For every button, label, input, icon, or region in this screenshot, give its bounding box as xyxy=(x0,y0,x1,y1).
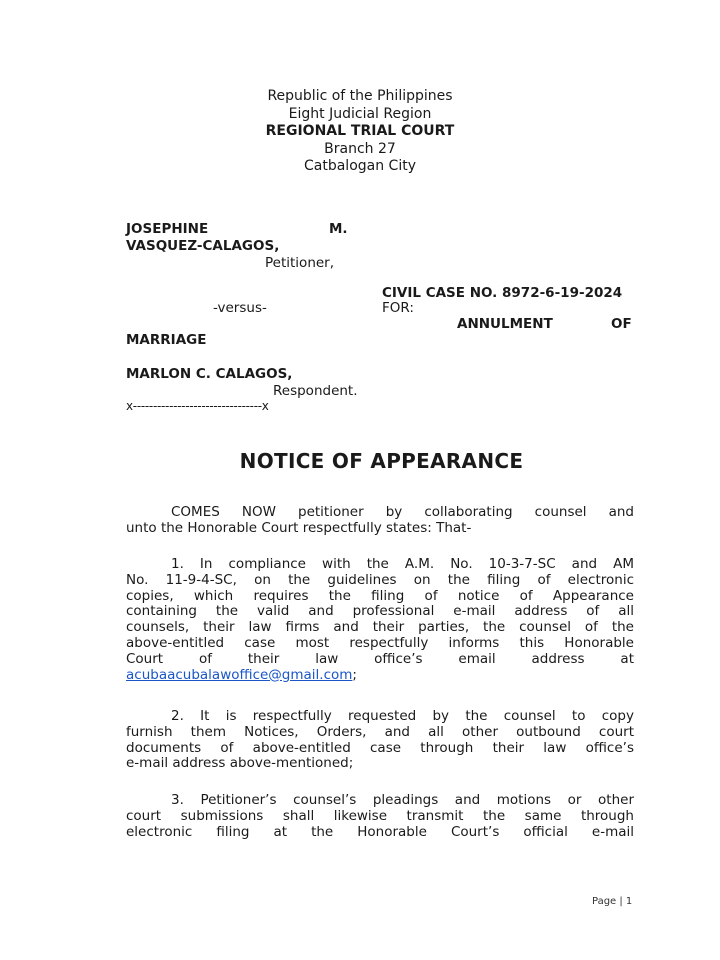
paragraph-line: above-entitled case most respectfully informs this Honorable xyxy=(126,634,634,651)
caption-separator: x--------------------------------x xyxy=(126,399,269,413)
petitioner-last-name: VASQUEZ-CALAGOS, xyxy=(126,238,280,254)
intro-paragraph xyxy=(126,505,634,537)
email-line-end: ; xyxy=(352,666,357,683)
for-label: FOR: xyxy=(382,300,414,316)
document-title: NOTICE OF APPEARANCE xyxy=(239,449,524,473)
header-court: REGIONAL TRIAL COURT xyxy=(265,123,455,139)
paragraph-line: electronic filing at the Honorable Court’s official e-mail xyxy=(126,823,634,840)
petitioner-first-name: JOSEPHINE xyxy=(126,221,209,237)
paragraph-1 xyxy=(126,557,634,683)
paragraph-3 xyxy=(126,793,634,840)
case-nature-word3: MARRIAGE xyxy=(126,332,207,348)
paragraph-line: 1. In compliance with the A.M. No. 10-3-7-SC and AM xyxy=(171,556,634,572)
paragraph-2 xyxy=(126,709,634,772)
paragraph-line: counsels, their law firms and their parties, the counsel of the xyxy=(126,619,634,636)
paragraph-line: Court of their law office’s email address at xyxy=(126,650,634,667)
respondent-name: MARLON C. CALAGOS, xyxy=(126,366,293,382)
paragraph-line: furnish them Notices, Orders, and all other outbound court xyxy=(126,723,634,740)
header-republic: Republic of the Philippines xyxy=(267,88,453,104)
respondent-role: Respondent. xyxy=(273,383,358,399)
header-branch: Branch 27 xyxy=(324,140,396,157)
case-number: CIVIL CASE NO. 8972-6-19-2024 xyxy=(382,285,623,301)
page-number: Page | 1 xyxy=(592,896,633,907)
petitioner-role: Petitioner, xyxy=(265,255,335,271)
paragraph-line: No. 11-9-4-SC, on the guidelines on the filing of electronic xyxy=(126,571,634,588)
versus-label: -versus- xyxy=(213,300,267,316)
email-link[interactable]: acubaacubalawoffice@gmail.com xyxy=(126,666,353,683)
header-city: Catbalogan City xyxy=(304,158,416,174)
petitioner-middle-initial: M. xyxy=(329,221,348,237)
paragraph-line: containing the valid and professional e-mail address of all xyxy=(126,603,634,620)
paragraph-line: court submissions shall likewise transmit the same through xyxy=(126,807,634,824)
paragraph-line: 2. It is respectfully requested by the counsel to copy xyxy=(171,708,634,724)
case-nature-word2: OF xyxy=(611,316,632,332)
paragraph-line: 3. Petitioner’s counsel’s pleadings and motions or other xyxy=(171,792,634,808)
email-line xyxy=(126,668,634,684)
paragraph-line: e-mail address above-mentioned; xyxy=(126,755,354,772)
intro-line: unto the Honorable Court respectfully states: That- xyxy=(126,519,472,536)
paragraph-line: documents of above-entitled case through their law office’s xyxy=(126,739,634,756)
paragraph-line: copies, which requires the filing of notice of Appearance xyxy=(126,587,634,604)
case-nature-word1: ANNULMENT xyxy=(457,316,553,332)
header-region: Eight Judicial Region xyxy=(288,105,432,122)
intro-line: COMES NOW petitioner by collaborating counsel and xyxy=(171,504,634,520)
court-header xyxy=(230,88,490,176)
